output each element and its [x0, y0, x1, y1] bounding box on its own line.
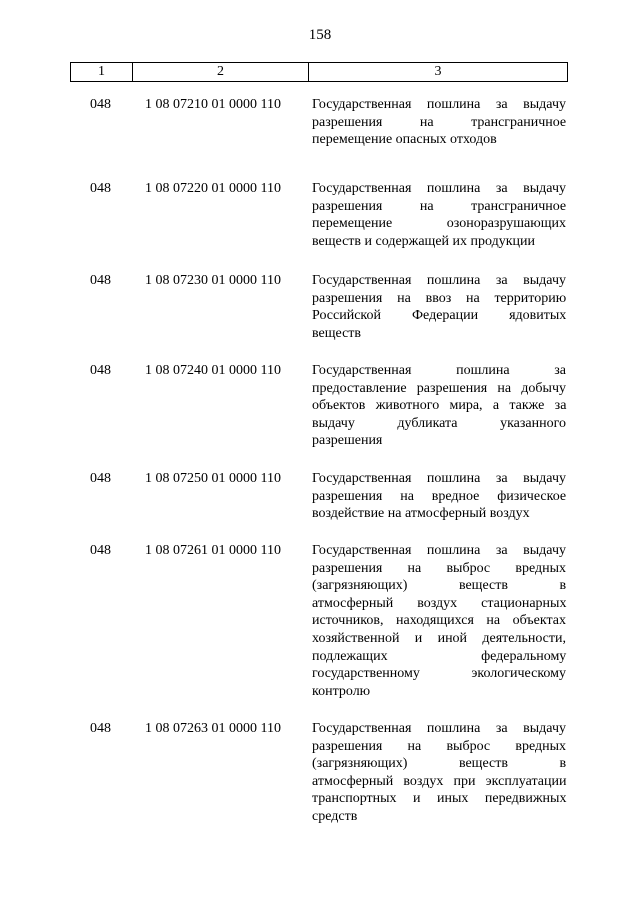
- description-line: разрешения на выброс вредных: [312, 738, 566, 754]
- description-line: перемещение опасных отходов: [312, 132, 497, 148]
- fee-description: [312, 542, 566, 700]
- budget-classification-code: 1 08 07263 01 0000 110: [145, 721, 281, 736]
- description-line: разрешения на трансграничное: [312, 114, 567, 130]
- fee-description: [312, 720, 566, 826]
- fee-description: [312, 470, 566, 523]
- description-line: атмосферный воздух при эксплуатации: [312, 773, 567, 789]
- table-row: [0, 542, 640, 720]
- budget-classification-code: 1 08 07210 01 0000 110: [145, 97, 281, 112]
- description-line: воздействие на атмосферный воздух: [312, 506, 530, 522]
- description-line: Государственная пошлина за выдачу: [312, 543, 566, 558]
- fee-description: [312, 362, 566, 450]
- description-line: Государственная пошлина за выдачу: [312, 97, 566, 112]
- description-line: (загрязняющих) веществ в: [312, 756, 567, 772]
- description-line: государственному экологическому: [312, 666, 567, 682]
- admin-code: 048: [90, 273, 111, 288]
- column-header-3: 3: [434, 64, 442, 79]
- page-number: 158: [308, 27, 332, 43]
- fee-description: [312, 272, 566, 342]
- description-line: перемещение озоноразрушающих: [312, 216, 566, 232]
- description-line: предоставление разрешения на добычу: [312, 380, 566, 396]
- description-line: веществ: [312, 325, 362, 341]
- description-line: разрешения на выброс вредных: [312, 560, 566, 576]
- admin-code: 048: [90, 363, 111, 378]
- budget-classification-code: 1 08 07230 01 0000 110: [145, 273, 281, 288]
- table-row: [0, 180, 640, 272]
- description-line: (загрязняющих) веществ в: [312, 578, 567, 594]
- admin-code: 048: [90, 543, 111, 558]
- description-line: выдачу дубликата указанного: [312, 415, 566, 431]
- description-line: атмосферный воздух стационарных: [312, 595, 567, 611]
- description-line: веществ и содержащей их продукции: [312, 233, 536, 249]
- description-line: Государственная пошлина за выдачу: [312, 273, 566, 288]
- table-row: [0, 362, 640, 470]
- description-line: Государственная пошлина за выдачу: [312, 721, 566, 736]
- fee-description: [312, 96, 566, 149]
- description-line: разрешения на трансграничное: [312, 198, 567, 214]
- description-line: разрешения: [312, 433, 383, 449]
- description-line: контролю: [312, 683, 371, 699]
- description-line: средств: [312, 808, 358, 824]
- description-line: транспортных и иных передвижных: [312, 791, 567, 807]
- description-line: хозяйственной и иной деятельности,: [312, 630, 566, 646]
- fee-table-body: [0, 96, 640, 830]
- admin-code: 048: [90, 181, 111, 196]
- admin-code: 048: [90, 471, 111, 486]
- description-line: источников, находящихся на объектах: [312, 613, 566, 629]
- table-row: [0, 96, 640, 180]
- description-line: разрешения на вредное физическое: [312, 488, 567, 504]
- admin-code: 048: [90, 721, 111, 736]
- budget-classification-code: 1 08 07250 01 0000 110: [145, 471, 281, 486]
- column-header-2: 2: [133, 63, 309, 81]
- table-row: [0, 470, 640, 542]
- column-header-1: 1: [71, 63, 133, 81]
- description-line: подлежащих федеральному: [312, 648, 567, 664]
- description-line: Российской Федерации ядовитых: [312, 308, 567, 324]
- description-line: объектов животного мира, а также за: [312, 398, 567, 414]
- budget-classification-code: 1 08 07261 01 0000 110: [145, 543, 281, 558]
- column-header-row: [70, 62, 568, 82]
- description-line: Государственная пошлина за выдачу: [312, 181, 566, 196]
- table-row: [0, 720, 640, 830]
- budget-classification-code: 1 08 07220 01 0000 110: [145, 181, 281, 196]
- admin-code: 048: [90, 97, 111, 112]
- table-row: [0, 272, 640, 362]
- description-line: разрешения на ввоз на территорию: [312, 290, 567, 306]
- budget-classification-code: 1 08 07240 01 0000 110: [145, 363, 281, 378]
- description-line: Государственная пошлина за выдачу: [312, 471, 566, 486]
- description-line: Государственная пошлина за: [312, 363, 566, 378]
- fee-description: [312, 180, 566, 250]
